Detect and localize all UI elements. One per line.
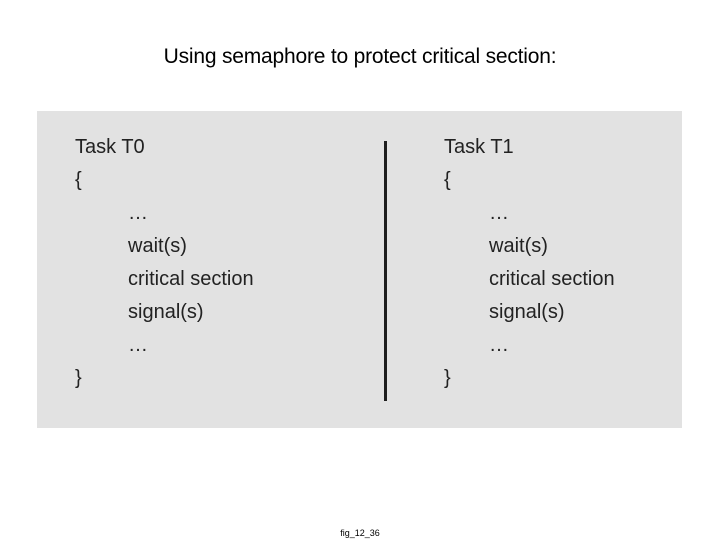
task-t0-critical-section: critical section — [128, 268, 254, 290]
task-t0-ellipsis-top: … — [128, 202, 148, 224]
code-panel — [37, 111, 682, 428]
task-t1-ellipsis-top: … — [489, 202, 509, 224]
figure-caption: fig_12_36 — [340, 528, 380, 538]
task-t0-signal: signal(s) — [128, 301, 204, 323]
task-divider — [384, 141, 387, 401]
task-t1-block — [444, 131, 615, 395]
slide-title: Using semaphore to protect critical section: — [163, 45, 557, 68]
task-t0-open-brace: { — [75, 169, 82, 191]
task-t0-header: Task T0 — [75, 136, 145, 158]
task-t0-block — [75, 131, 254, 395]
task-t0-ellipsis-bottom: … — [128, 334, 148, 356]
task-t1-signal: signal(s) — [489, 301, 565, 323]
task-t0-wait: wait(s) — [128, 235, 187, 257]
task-t1-ellipsis-bottom: … — [489, 334, 509, 356]
task-t1-wait: wait(s) — [489, 235, 548, 257]
task-t1-critical-section: critical section — [489, 268, 615, 290]
task-t0-close-brace: } — [75, 367, 82, 389]
task-t1-header: Task T1 — [444, 136, 514, 158]
task-t1-open-brace: { — [444, 169, 451, 191]
task-t1-close-brace: } — [444, 367, 451, 389]
